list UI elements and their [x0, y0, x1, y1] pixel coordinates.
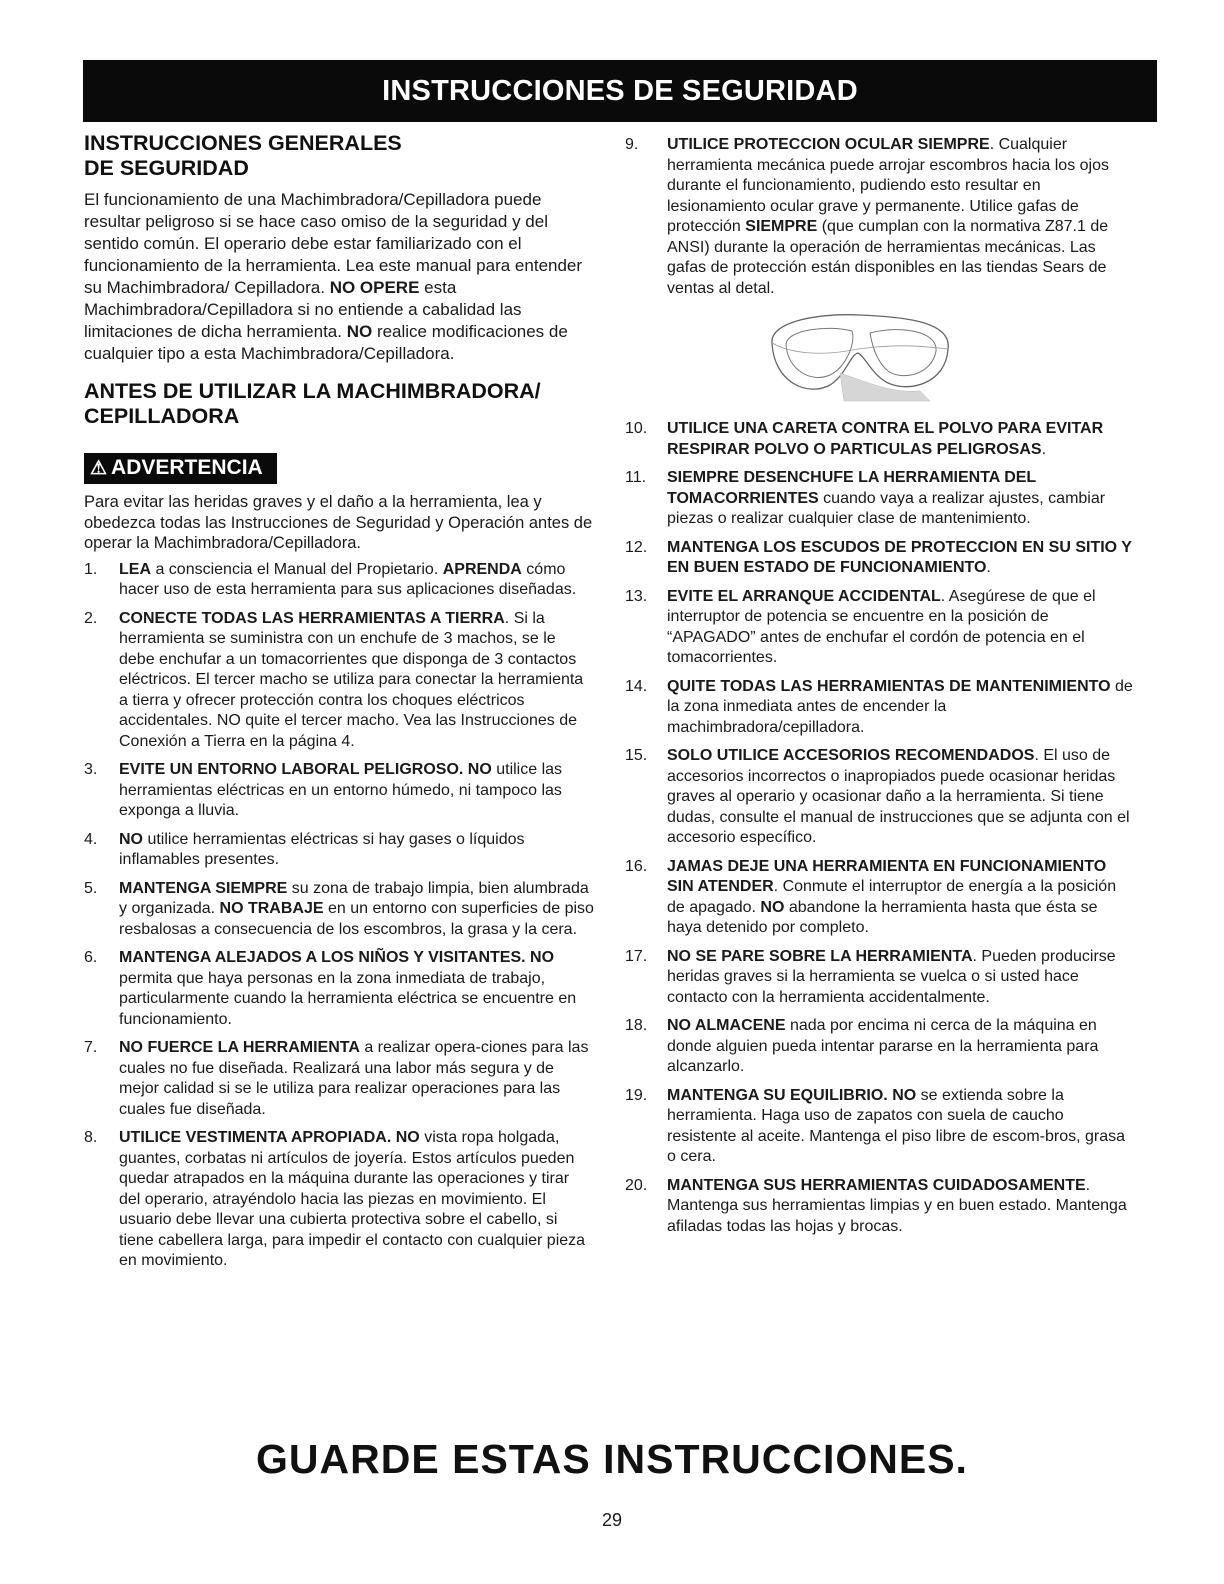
item-number: 1. [84, 560, 98, 578]
item-emphasis: UTILICE VESTIMENTA APROPIADA. NO [119, 1129, 420, 1146]
item-emphasis: NO TRABAJE [219, 900, 324, 917]
item-number: 2. [84, 609, 98, 627]
item-body: . Si la herramienta se suministra con un enchufe de 3 machos, se le debe enchufar a un tomacorrientes que disponga de 3 contactos eléctricos. El tercer macho se utiliza para conectar la herramienta a tierra y ofrecer protección contra los choques eléctricos accidentales. NO quite el tercer macho. Vea las Instrucciones de Conexión a Tierra en la página 4. [119, 609, 584, 750]
list-item [625, 419, 1135, 460]
warning-badge [84, 453, 277, 484]
item-body: (que cumplan con la normativa Z87.1 de ANSI) durante la operación de herramientas mecánicas. Las gafas de protección están disponibles en las tiendas Sears de ventas al detal. [667, 218, 1109, 297]
item-body: de la zona inmediata antes de encender la machimbradora/cepilladora. [667, 677, 1133, 736]
list-item [625, 468, 1135, 530]
item-text [667, 587, 1135, 669]
item-number: 7. [84, 1039, 98, 1056]
item-emphasis: NO SE PARE SOBRE LA HERRAMIENTA [667, 947, 973, 965]
item-text [119, 948, 594, 1030]
item-number: 15. [625, 747, 648, 764]
list-item [84, 560, 594, 601]
heading-line: INSTRUCCIONES GENERALES [84, 131, 402, 155]
page-number: 29 [601, 1510, 623, 1530]
item-body: . Pueden producirse heridas graves si la herramienta se vuelca o si usted hace contacto con la herramienta accidentalmente. [667, 947, 1116, 1006]
intro-text: realice modificaciones de cualquier tipo a esta Machimbradora/Cepilladora. [84, 322, 568, 363]
item-text [119, 760, 594, 822]
item-emphasis: EVITE UN ENTORNO LABORAL PELIGROSO. NO [119, 761, 492, 778]
item-emphasis: MANTENGA ALEJADOS A LOS NIÑOS Y VISITANTES. NO [119, 949, 555, 966]
intro-paragraph [84, 189, 594, 365]
item-emphasis: MANTENGA SUS HERRAMIENTAS CUIDADOSAMENTE [667, 1176, 1086, 1194]
list-item [84, 830, 594, 871]
item-text [667, 947, 1135, 1009]
item-body: . El uso de accesorios incorrectos o inapropiados puede ocasionar heridas graves al operario y ocasionar daño a la herramienta. Si tiene dudas, consulte el manual de instrucciones que se adjunta con el accesorio específico. [667, 747, 1130, 846]
list-item [84, 879, 594, 941]
before-use-heading [84, 379, 594, 429]
item-body: abandone la herramienta hasta que ésta se haya detenido por completo. [667, 898, 1098, 936]
item-emphasis: EVITE EL ARRANQUE ACCIDENTAL [667, 587, 941, 605]
item-text [667, 135, 1135, 299]
item-number: 12. [625, 538, 648, 556]
list-item [625, 947, 1135, 1009]
item-body: en un entorno con superficies de piso resbalosas a consecuencia de los escombros, la grasa y la cera. [119, 900, 594, 938]
item-text [667, 538, 1135, 579]
list-item [625, 746, 1135, 849]
item-number: 3. [84, 761, 98, 778]
item-body: . Asegúrese de que el interruptor de potencia se encuentre en la posición de “APAGADO” antes de enchufar el cordón de potencia en el tomacorrientes. [667, 587, 1096, 666]
list-item [625, 587, 1135, 669]
item-emphasis: MANTENGA SIEMPRE [119, 879, 288, 897]
item-text [667, 677, 1135, 739]
list-item [625, 1176, 1135, 1238]
safety-list-right [625, 419, 1135, 1237]
safety-list-right-top [625, 135, 1135, 299]
item-number: 4. [84, 830, 98, 848]
item-text [119, 1038, 594, 1120]
item-body: a realizar opera-ciones para las cuales no fue diseñada. Realizará una labor más segura y de mejor calidad si se le utiliza para realizar operaciones para las cuales fue diseñada. [119, 1039, 589, 1118]
item-body: . Mantenga sus herramientas limpias y en buen estado. Mantenga afiladas todas las hojas y brocas. [667, 1176, 1127, 1235]
item-body: a consciencia el Manual del Propietario. [151, 560, 443, 578]
item-body: . Cualquier herramienta mecánica puede arrojar escombros hacia los ojos durante el funcionamiento, pudiendo esto resultar en lesionamiento ocular grave y permanente. Utilice gafas de protección [667, 136, 1109, 235]
item-body: . [1041, 440, 1047, 458]
intro-emphasis: NO [346, 322, 373, 341]
general-safety-heading [84, 131, 594, 181]
save-instructions-footer: GUARDE ESTAS INSTRUCCIONES. [256, 1436, 968, 1482]
item-text [667, 746, 1135, 849]
intro-text: esta Machimbradora/Cepilladora si no entiende a cabalidad las limitaciones de dicha herramienta. [84, 278, 522, 341]
item-body: permita que haya personas en la zona inmediata de trabajo, particularmente cuando la herramienta eléctrica se encuentre en funcionamiento. [119, 969, 577, 1028]
item-emphasis: SIEMPRE DESENCHUFE LA HERRAMIENTA DEL TOMACORRIENTES [667, 469, 1036, 507]
item-number: 6. [84, 949, 98, 966]
item-body: cuando vaya a realizar ajustes, cambiar piezas o realizar cualquier clase de mantenimiento. [667, 489, 1106, 527]
item-number: 14. [625, 677, 648, 695]
item-number: 18. [625, 1017, 648, 1034]
item-body: utilice las herramientas eléctricas en un entorno húmedo, ni tampoco las exponga a lluvia. [119, 761, 563, 819]
item-number: 16. [625, 857, 648, 875]
intro-emphasis: NO OPERE [329, 278, 420, 297]
item-emphasis: NO FUERCE LA HERRAMIENTA [119, 1039, 360, 1056]
section-banner: INSTRUCCIONES DE SEGURIDAD [83, 60, 1157, 122]
item-number: 13. [625, 587, 648, 605]
list-item [84, 948, 594, 1030]
item-emphasis: MANTENGA SU EQUILIBRIO. NO [667, 1086, 917, 1104]
safety-goggles-illustration [760, 313, 960, 403]
item-body: cómo hacer uso de esta herramienta para sus aplicaciones diseñadas. [119, 560, 577, 598]
item-number: 8. [84, 1129, 98, 1146]
heading-line: ANTES DE UTILIZAR LA MACHIMBRADORA/ [84, 379, 541, 403]
list-item [625, 677, 1135, 739]
item-body: . Conmute el interruptor de energía a la posición de apagado. [667, 878, 1117, 916]
item-body: nada por encima ni cerca de la máquina en donde alguien pueda intentar pararse en la herramienta para alcanzarlo. [667, 1017, 1099, 1075]
right-column [625, 135, 1135, 1245]
item-emphasis: NO [760, 898, 785, 916]
safety-list-left [84, 560, 594, 1272]
item-number: 11. [625, 469, 647, 486]
list-item [84, 1128, 594, 1272]
warning-triangle-icon: ⚠ [90, 458, 108, 479]
item-number: 19. [625, 1086, 648, 1104]
item-body: se extienda sobre la herramienta. Haga uso de zapatos con suela de caucho resistente al aceite. Mantenga el piso libre de escom-bros, grasa o cera. [667, 1086, 1126, 1165]
item-text [119, 1128, 594, 1272]
item-emphasis: MANTENGA LOS ESCUDOS DE PROTECCION EN SU SITIO Y EN BUEN ESTADO DE FUNCIONAMIENTO [667, 538, 1132, 576]
item-emphasis: UTILICE PROTECCION OCULAR SIEMPRE [667, 136, 990, 153]
warning-label: ADVERTENCIA [111, 456, 263, 479]
item-number: 5. [84, 879, 98, 897]
item-number: 10. [625, 420, 648, 437]
item-text [119, 609, 594, 753]
list-item [625, 135, 1135, 299]
item-text [667, 419, 1135, 460]
item-number: 9. [625, 136, 639, 153]
item-emphasis: SOLO UTILICE ACCESORIOS RECOMENDADOS [667, 747, 1035, 764]
left-column [84, 131, 594, 1280]
item-emphasis: QUITE TODAS LAS HERRAMIENTAS DE MANTENIMIENTO [667, 677, 1111, 695]
item-emphasis: JAMAS DEJE UNA HERRAMIENTA EN FUNCIONAMIENTO SIN ATENDER [667, 857, 1107, 895]
list-item [625, 538, 1135, 579]
item-emphasis: SIEMPRE [745, 218, 818, 235]
intro-text: El funcionamiento de una Machimbradora/Cepilladora puede resultar peligroso si se hace caso omiso de la seguridad y del sentido común. El operario debe estar familiarizado con el funcionamiento de la herramienta. Lea este manual para entender su Machimbradora/ Cepilladora. [84, 190, 583, 297]
heading-line: CEPILLADORA [84, 404, 240, 428]
item-emphasis: NO ALMACENE [667, 1017, 786, 1034]
list-item [625, 1086, 1135, 1168]
item-text [119, 879, 594, 941]
item-emphasis: NO [119, 830, 143, 848]
list-item [84, 760, 594, 822]
list-item [84, 609, 594, 753]
list-item [84, 1038, 594, 1120]
item-number: 20. [625, 1176, 648, 1194]
list-item [625, 857, 1135, 939]
item-body: utilice herramientas eléctricas si hay gases o líquidos inflamables presentes. [119, 830, 525, 868]
item-body: su zona de trabajo limpia, bien alumbrada y organizada. [119, 879, 589, 917]
item-emphasis: UTILICE UNA CARETA CONTRA EL POLVO PARA EVITAR RESPIRAR POLVO O PARTICULAS PELIGROSAS [667, 420, 1104, 458]
item-text [667, 1016, 1135, 1078]
item-text [667, 1086, 1135, 1168]
warning-paragraph: Para evitar las heridas graves y el daño a la herramienta, lea y obedezca todas las Instrucciones de Seguridad y Operación antes de operar la Machimbradora/Cepilladora. [84, 493, 593, 552]
item-text [667, 857, 1135, 939]
item-text [119, 560, 594, 601]
heading-line: DE SEGURIDAD [84, 156, 249, 180]
item-text [667, 1176, 1135, 1238]
item-body: vista ropa holgada, guantes, corbatas ni artículos de joyería. Estos artículos pueden quedar atrapados en la máquina durante las operaciones y tirar del operario, atrayéndolo hacia las piezas en movimiento. El usuario debe llevar una cubierta protectiva sobre el cabello, si tiene cabellera larga, para impedir el contacto con cualquier pieza en movimiento. [119, 1129, 586, 1269]
item-emphasis: APRENDA [442, 560, 522, 578]
item-text [667, 468, 1135, 530]
item-emphasis: CONECTE TODAS LAS HERRAMIENTAS A TIERRA [119, 609, 505, 627]
list-item [625, 1016, 1135, 1078]
item-body: . [986, 559, 991, 576]
item-text [119, 830, 594, 871]
item-number: 17. [625, 947, 648, 965]
item-emphasis: LEA [119, 560, 151, 578]
